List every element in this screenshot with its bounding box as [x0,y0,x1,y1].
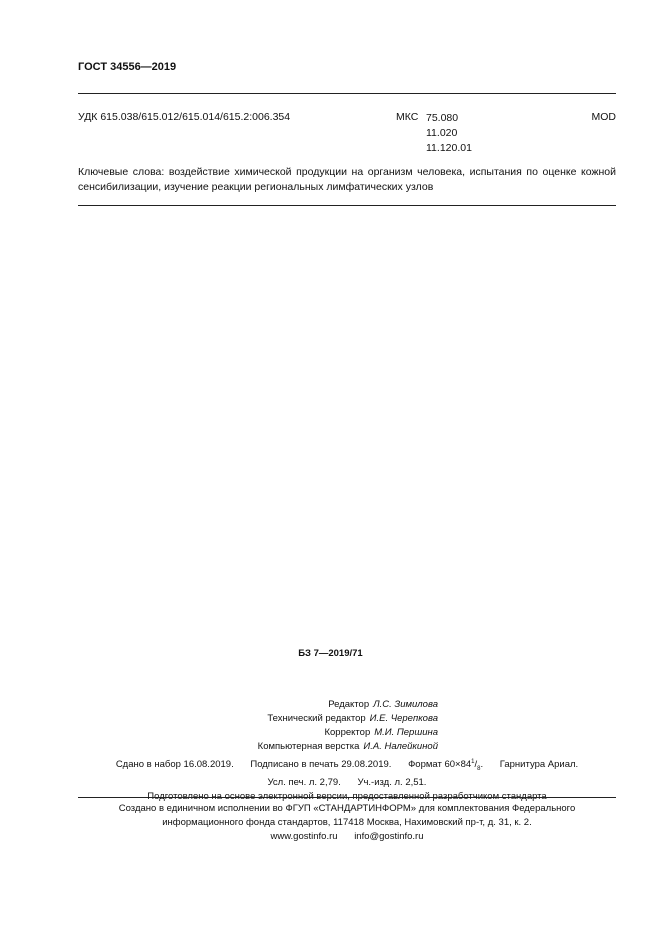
publish-sheets: Уч.-изд. л. 2,51. [357,777,427,789]
publisher-line: информационного фонда стандартов, 117418 Москва, Нахимовский пр-т, д. 31, к. 2. [162,817,532,828]
credit-role: Компьютерная верстка [257,741,360,752]
udk-code: УДК 615.038/615.012/615.014/615.2:006.354 [78,111,291,123]
website-link[interactable]: www.gostinfo.ru [270,831,338,842]
credit-name: И.Е. Черепкова [369,713,438,724]
mks-label: МКС [396,111,419,123]
print-info-row [78,755,616,776]
publisher-contacts [78,830,616,844]
credits-block [258,698,438,754]
publisher-info [78,802,616,844]
print-info-row [78,776,616,790]
credit-name: Л.С. Зимилова [373,699,438,710]
keywords: Ключевые слова: воздействие химической продукции на организм человека, испытания по оценке кожной сенсибилизации, изучение реакции региональных лимфатических узлов [78,166,616,193]
credit-role: Редактор [328,699,370,710]
mod-label: MOD [591,111,616,123]
publisher-line: Создано в единичном исполнении во ФГУП «СТАНДАРТИНФОРМ» для комплектования Федерального [118,803,576,814]
credit-row [258,726,438,740]
mks-code: 11.120.01 [426,142,472,154]
credit-row [258,740,438,754]
print-sheets: Усл. печ. л. 2,79. [267,777,341,789]
mks-code: 11.020 [426,127,458,139]
keywords-divider [78,205,616,206]
credit-role: Технический редактор [267,713,366,724]
bz-number: БЗ 7—2019/71 [298,648,363,659]
credit-name: И.А. Налейкиной [363,741,438,752]
credit-row [258,712,438,726]
print-format: Формат $60\times 84^1/_8$. [408,759,484,773]
font-info: Гарнитура Ариал. [499,759,579,771]
email-link[interactable]: info@gostinfo.ru [354,831,424,842]
standard-id: ГОСТ 34556—2019 [78,61,177,73]
header-divider [78,93,616,94]
sent-date: Сдано в набор 16.08.2019. [115,759,234,771]
mks-code: 75.080 [426,112,459,124]
mks-codes [426,111,472,156]
prepared-note: Подготовлено на основе электронной версии, предоставленной разработчиком стандарта [147,791,547,803]
credit-name: М.И. Першина [374,727,438,738]
footer-divider [78,797,616,798]
credit-role: Корректор [324,727,371,738]
signed-date: Подписано в печать 29.08.2019. [250,759,392,771]
credit-row [258,698,438,712]
